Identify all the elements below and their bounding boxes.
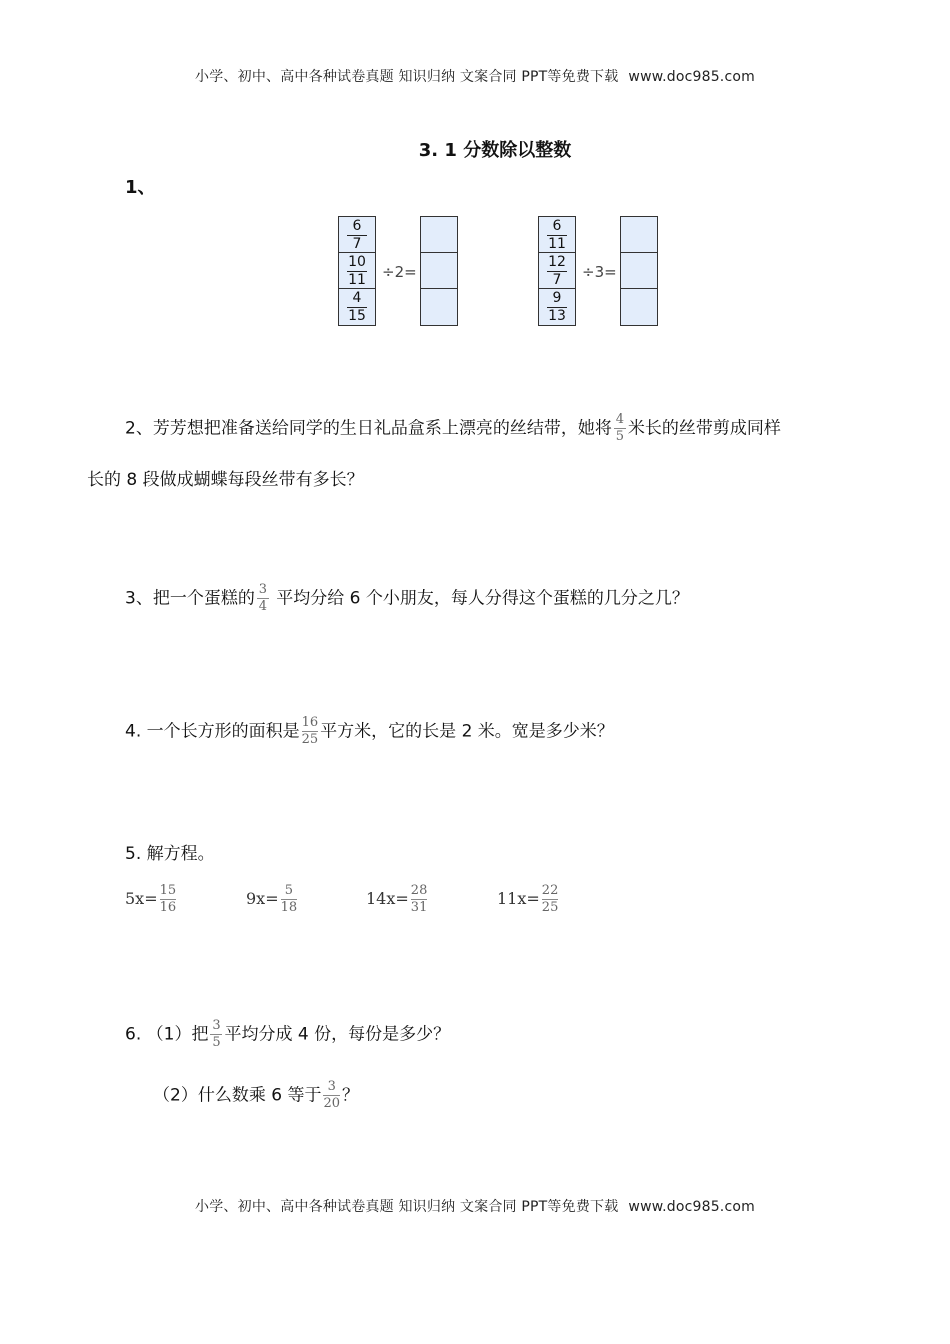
fraction-cell: 9 13 xyxy=(539,289,575,325)
answer-box[interactable] xyxy=(421,253,457,289)
answer-box[interactable] xyxy=(421,289,457,325)
q1-number: 1、 xyxy=(125,177,156,198)
q5-equation-2: 9x= $\frac{5}{18}$ xyxy=(246,883,298,915)
q5-equation-3: 14x= $\frac{28}{31}$ xyxy=(366,883,428,915)
fraction-cell: 12 7 xyxy=(539,253,575,289)
q2-text-post: 米长的丝带剪成同样 xyxy=(627,418,781,439)
header-url[interactable]: www.doc985.com xyxy=(628,69,755,85)
page-footer xyxy=(0,1196,950,1216)
q6-part2-pre: （2）什么数乘 6 等于 xyxy=(153,1085,322,1106)
q6-part2-fraction: $\frac{3}{20}$ xyxy=(323,1079,340,1111)
q6-part1 xyxy=(125,1019,450,1050)
q1-group1-fractions xyxy=(338,216,376,326)
q1-group2-fractions xyxy=(538,216,576,326)
q4-fraction: $\frac{16}{25}$ xyxy=(301,715,319,747)
q3-fraction: $\frac{3}{4}$ xyxy=(258,582,267,614)
answer-box[interactable] xyxy=(621,253,657,289)
fraction-cell: 6 7 xyxy=(339,217,375,253)
q4-text-post: 平方米，它的长是 2 米。宽是多少米？ xyxy=(320,721,614,742)
page-header xyxy=(0,66,950,86)
answer-box[interactable] xyxy=(421,217,457,253)
q3-text-post: 平均分给 6 个小朋友，每人分得这个蛋糕的几分之几？ xyxy=(270,588,689,609)
answer-box[interactable] xyxy=(621,217,657,253)
q4-text-pre: 4. 一个长方形的面积是 xyxy=(125,721,300,742)
q1-group1-answer-boxes xyxy=(420,216,458,326)
fraction-cell: 4 15 xyxy=(339,289,375,325)
q6-part2-post: ？ xyxy=(342,1085,359,1106)
footer-url[interactable]: www.doc985.com xyxy=(628,1199,755,1215)
q2-line2: 长的 8 段做成蝴蝶每段丝带有多长？ xyxy=(87,470,364,490)
q5-label: 5. 解方程。 xyxy=(125,844,215,864)
q6-part1-post: 平均分成 4 份，每份是多少？ xyxy=(224,1024,451,1045)
q1-group2-answer-boxes xyxy=(620,216,658,326)
page-title: 3. 1 分数除以整数 xyxy=(418,140,572,161)
q2-line1 xyxy=(125,413,781,444)
q4-line xyxy=(125,716,614,747)
q5-equation-1: 5x= $\frac{15}{16}$ xyxy=(125,883,177,915)
q6-part1-pre: 6. （1）把 xyxy=(125,1024,209,1045)
q2-text-pre: 2、芳芳想把准备送给同学的生日礼品盒系上漂亮的丝结带，她将 xyxy=(125,418,612,439)
q1-group1-operator: ÷2= xyxy=(382,263,417,281)
q6-part2 xyxy=(153,1080,359,1111)
header-text: 小学、初中、高中各种试卷真题 知识归纳 文案合同 PPT等免费下载 xyxy=(195,69,619,85)
q1-group2-operator: ÷3= xyxy=(582,263,617,281)
fraction-cell: 10 11 xyxy=(339,253,375,289)
q5-equation-4: 11x= $\frac{22}{25}$ xyxy=(497,883,559,915)
q2-fraction: $\frac{4}{5}$ xyxy=(615,412,624,444)
footer-text: 小学、初中、高中各种试卷真题 知识归纳 文案合同 PPT等免费下载 xyxy=(195,1199,619,1215)
fraction-cell: 6 11 xyxy=(539,217,575,253)
q6-part1-fraction: $\frac{3}{5}$ xyxy=(212,1018,221,1050)
q3-line xyxy=(125,583,689,614)
answer-box[interactable] xyxy=(621,289,657,325)
q3-text-pre: 3、把一个蛋糕的 xyxy=(125,588,255,609)
